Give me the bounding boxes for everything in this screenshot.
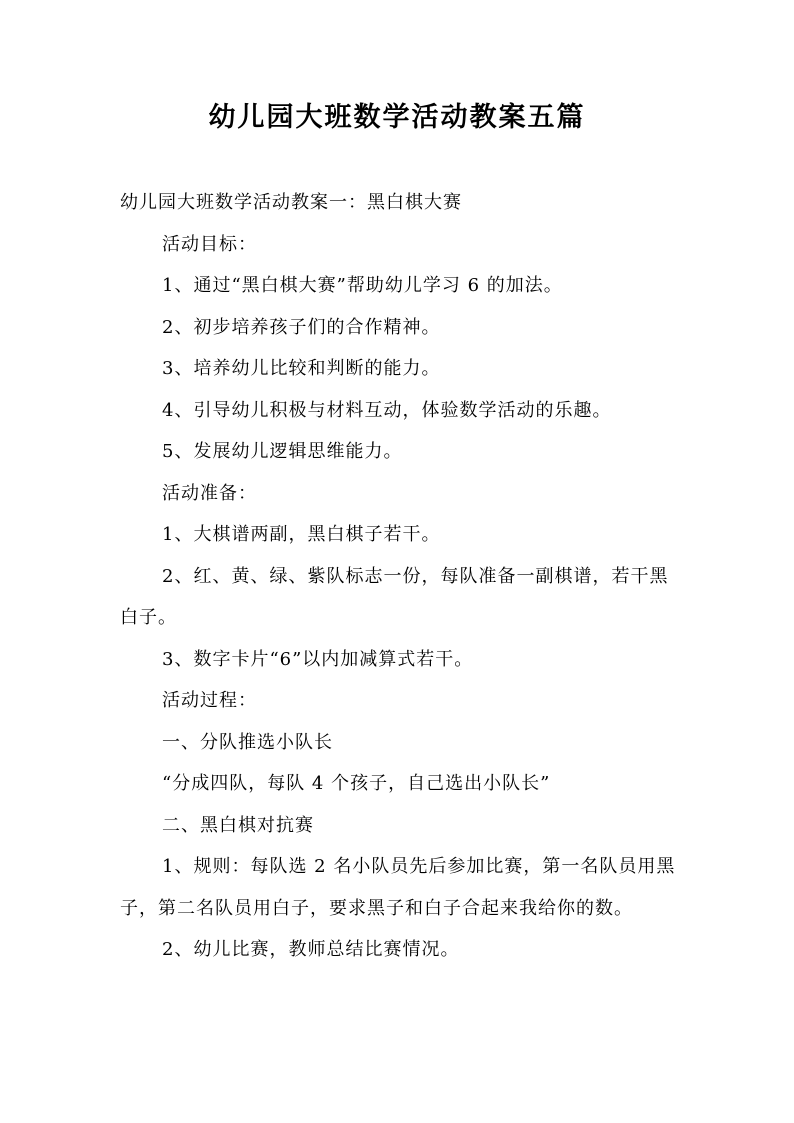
paragraph: 1、大棋谱两副，黑白棋子若干。 [162, 524, 441, 545]
paragraph: 4、引导幼儿积极与材料互动，体验数学活动的乐趣。 [162, 399, 612, 421]
paragraph: 一、分队推选小队长 [162, 731, 333, 753]
paragraph: 活动过程： [162, 690, 257, 711]
paragraph: 2、初步培养孩子们的合作精神。 [162, 316, 441, 338]
paragraph: 活动目标： [162, 233, 257, 255]
paragraph: 1、规则：每队选 2 名小队员先后参加比赛，第一名队员用黑子，第二名队员用白子，要求黑子和白子合起来我给你的数。 [120, 856, 676, 919]
paragraph: 1、通过“黑白棋大赛”帮助幼儿学习 6 的加法。 [162, 275, 563, 296]
paragraph: 3、数字卡片“6”以内加减算式若干。 [162, 648, 474, 670]
paragraph: 3、培养幼儿比较和判断的能力。 [162, 358, 441, 379]
paragraph: 5、发展幼儿逻辑思维能力。 [162, 441, 403, 462]
paragraph: 活动准备： [162, 482, 257, 504]
paragraph: 幼儿园大班数学活动教案一：黑白棋大赛 [120, 192, 462, 213]
paragraph: 2、幼儿比赛，教师总结比赛情况。 [162, 939, 460, 960]
document-body [120, 182, 680, 971]
paragraph: 二、黑白棋对抗赛 [162, 814, 314, 836]
paragraph: “分成四队，每队 4 个孩子，自己选出小队长” [162, 773, 551, 794]
document-title: 幼儿园大班数学活动教案五篇 [208, 102, 586, 133]
paragraph: 2、红、黄、绿、紫队标志一份，每队准备一副棋谱，若干黑白子。 [120, 565, 669, 628]
